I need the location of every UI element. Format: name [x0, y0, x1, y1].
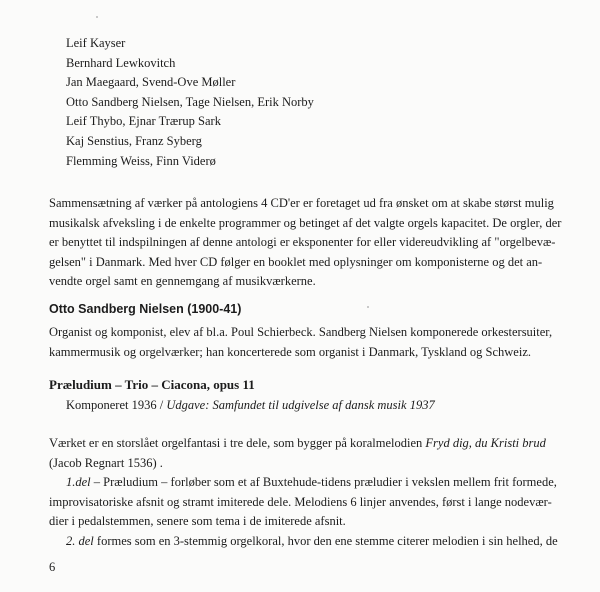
composer-name-list: [66, 34, 314, 171]
text-line: [49, 532, 562, 552]
melody-title: Fryd dig, du Kristi brud: [425, 436, 546, 450]
analysis-text: Værket er en storslået orgelfantasi i tre dele, som bygger på koralmelodien: [49, 436, 426, 450]
text-line: Sammensætning af værker på antologiens 4 CD'er er foretaget ud fra ønsket om at skabe størst mulig: [49, 196, 554, 210]
composition-info: [66, 396, 435, 415]
name-line: Jan Maegaard, Svend-Ove Møller: [66, 75, 236, 90]
analysis-text: – Præludium – forløber som et af Buxtehude-tidens præludier i vekslen mellem frit formede,: [90, 475, 557, 489]
text-line: gelsen" i Danmark. Med hver CD følger en booklet med oplysninger om komponisterne og det an-: [49, 254, 543, 269]
name-line: Leif Kayser: [66, 36, 126, 50]
analysis-text: formes som en 3-stemmig orgelkoral, hvor den ene stemme citerer melodien i sin helhed, de: [93, 533, 558, 548]
text-line: er benyttet til indspilningen af denne antologi er eksponenter for eller videreudvikling af "orgelbevæ-: [49, 235, 556, 249]
text-line: [49, 434, 562, 454]
composer-heading: Otto Sandberg Nielsen (1900-41): [49, 302, 242, 316]
text-line: musikalsk afveksling i de enkelte programmer og betinget af det valgte orgels kapacitet. De orgler, der: [49, 215, 562, 230]
intro-paragraph: [49, 194, 562, 292]
text-line: vendte orgel samt en gennemgang af musikværkerne.: [49, 274, 316, 288]
page-number: 6: [49, 560, 56, 574]
name-line: Flemming Weiss, Finn Viderø: [66, 153, 216, 168]
text-line: kammermusik og orgelværker; han koncerterede som organist i Danmark, Tyskland og Schweiz.: [49, 344, 532, 359]
text-line: dier i pedalstemmen, senere som tema i de imiterede afsnit.: [49, 514, 346, 528]
print-speck: [367, 306, 369, 308]
part-label: 2. del: [66, 533, 94, 548]
print-speck: [96, 16, 98, 18]
text-line: (Jacob Regnart 1536) .: [49, 455, 163, 470]
analysis-paragraph: [49, 434, 562, 551]
name-line: Leif Thybo, Ejnar Trærup Sark: [66, 114, 221, 129]
name-line: Kaj Senstius, Franz Syberg: [66, 133, 202, 148]
work-heading: Præludium – Trio – Ciacona, opus 11: [49, 377, 255, 392]
edition-info: Udgave: Samfundet til udgivelse af dansk musik 1937: [166, 398, 435, 412]
text-line: [49, 473, 562, 493]
text-line: improvisatoriske afsnit og stramt imiterede dele. Melodiens 6 linjer anvendes, først i lange nodevær-: [49, 494, 552, 509]
composer-bio: [49, 323, 562, 362]
text-line: Organist og komponist, elev af bl.a. Poul Schierbeck. Sandberg Nielsen komponerede orkestersuiter,: [49, 325, 553, 339]
composed-year: Komponeret 1936 /: [66, 398, 167, 412]
name-line: Otto Sandberg Nielsen, Tage Nielsen, Erik Norby: [66, 94, 314, 109]
name-line: Bernhard Lewkovitch: [66, 55, 176, 70]
part-label: 1.del: [66, 475, 91, 489]
